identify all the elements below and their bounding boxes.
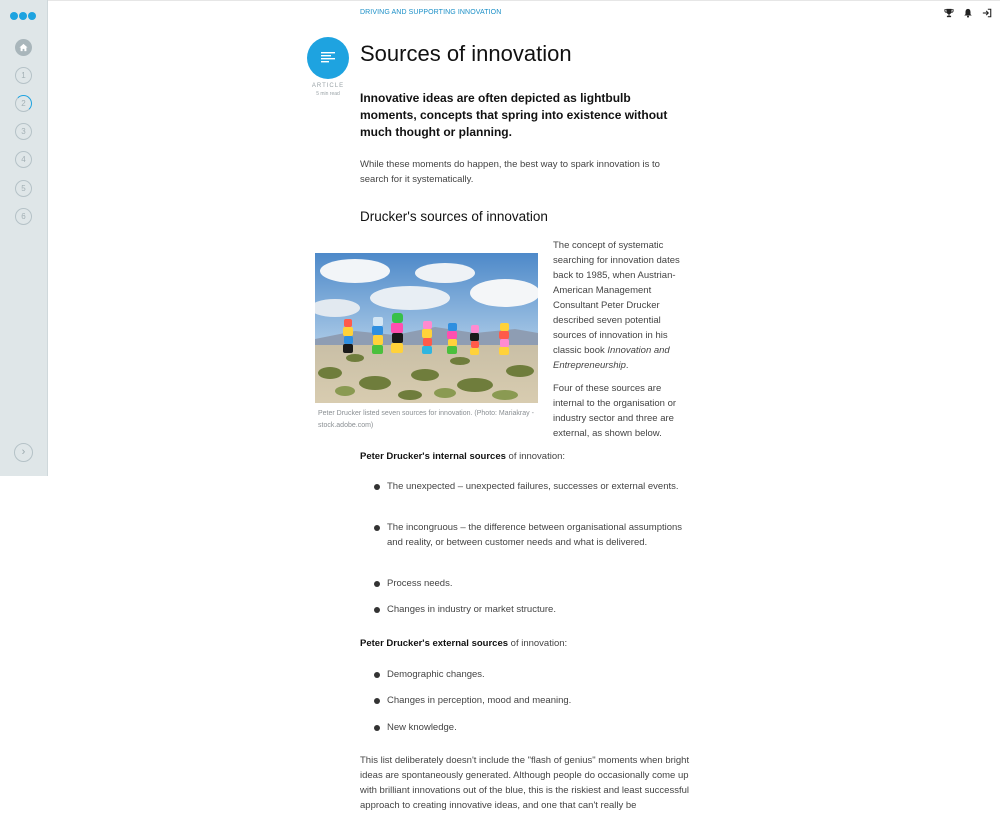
- list-item: Changes in industry or market structure.: [360, 602, 687, 617]
- drucker-history-paragraph: The concept of systematic searching for innovation dates back to 1985, when Austrian-American Management Consultant Peter Drucker described seven potential sources of innovation in his classic book Innovation and Entrepreneurship.: [553, 240, 680, 371]
- expand-sidebar-button[interactable]: [14, 443, 33, 462]
- progress-sidebar: [0, 0, 48, 476]
- step-2[interactable]: 2: [15, 95, 32, 112]
- chevron-right-icon: ›: [21, 446, 26, 458]
- list-item: Demographic changes.: [360, 667, 687, 682]
- step-6[interactable]: 6: [15, 208, 32, 225]
- bell-icon[interactable]: [963, 7, 973, 19]
- page-title: Sources of innovation: [360, 41, 572, 66]
- article-image: [315, 253, 538, 403]
- read-time: 5 min read: [316, 91, 340, 97]
- internal-sources-heading: Peter Drucker's internal sources of innovation:: [360, 451, 566, 462]
- book-title: Innovation and Entrepreneurship: [553, 345, 670, 371]
- step-1[interactable]: 1: [15, 67, 32, 84]
- list-item: New knowledge.: [360, 720, 687, 735]
- trophy-icon[interactable]: [944, 7, 954, 19]
- breadcrumb[interactable]: DRIVING AND SUPPORTING INNOVATION: [360, 9, 502, 16]
- home-icon: [19, 43, 28, 52]
- closing-paragraph: This list deliberately doesn't include the "flash of genius" moments when bright ideas are spontaneously generated. Although people do occasionally come up with brilliant innovations out of the blue, this is the riskiest and least successful approach to creating innovative ideas, and one that can't really be: [360, 755, 690, 811]
- lead-paragraph: Innovative ideas are often depicted as lightbulb moments, concepts that spring into existence without much thought or planning.: [360, 91, 668, 139]
- float-text-block: [553, 238, 686, 449]
- article-type-label: ARTICLE: [311, 83, 345, 89]
- article-lines-icon: [320, 51, 336, 65]
- list-item: The incongruous – the difference between organisational assumptions and reality, or between customer needs and what is delivered.: [360, 520, 687, 550]
- sources-summary-paragraph: Four of these sources are internal to the organisation or industry sector and three are external, as shown below.: [553, 383, 677, 439]
- intro-paragraph: While these moments do happen, the best way to spark innovation is to search for it systematically.: [360, 159, 660, 185]
- external-sources-heading: Peter Drucker's external sources of innovation:: [360, 638, 568, 649]
- list-item: Process needs.: [360, 576, 687, 591]
- image-caption: Peter Drucker listed seven sources for innovation. (Photo: Mariakray - stock.adobe.com): [318, 410, 534, 429]
- article-badge: [307, 37, 349, 79]
- list-item: Changes in perception, mood and meaning.: [360, 693, 687, 708]
- section-heading: Drucker's sources of innovation: [360, 209, 548, 224]
- step-5[interactable]: 5: [15, 180, 32, 197]
- top-border: [0, 0, 1000, 1]
- step-3[interactable]: 3: [15, 123, 32, 140]
- top-toolbar: [944, 7, 992, 19]
- list-item: The unexpected – unexpected failures, successes or external events.: [360, 479, 687, 494]
- home-button[interactable]: [15, 39, 32, 56]
- logout-icon[interactable]: [982, 7, 992, 19]
- app-logo[interactable]: [10, 12, 38, 22]
- step-4[interactable]: 4: [15, 151, 32, 168]
